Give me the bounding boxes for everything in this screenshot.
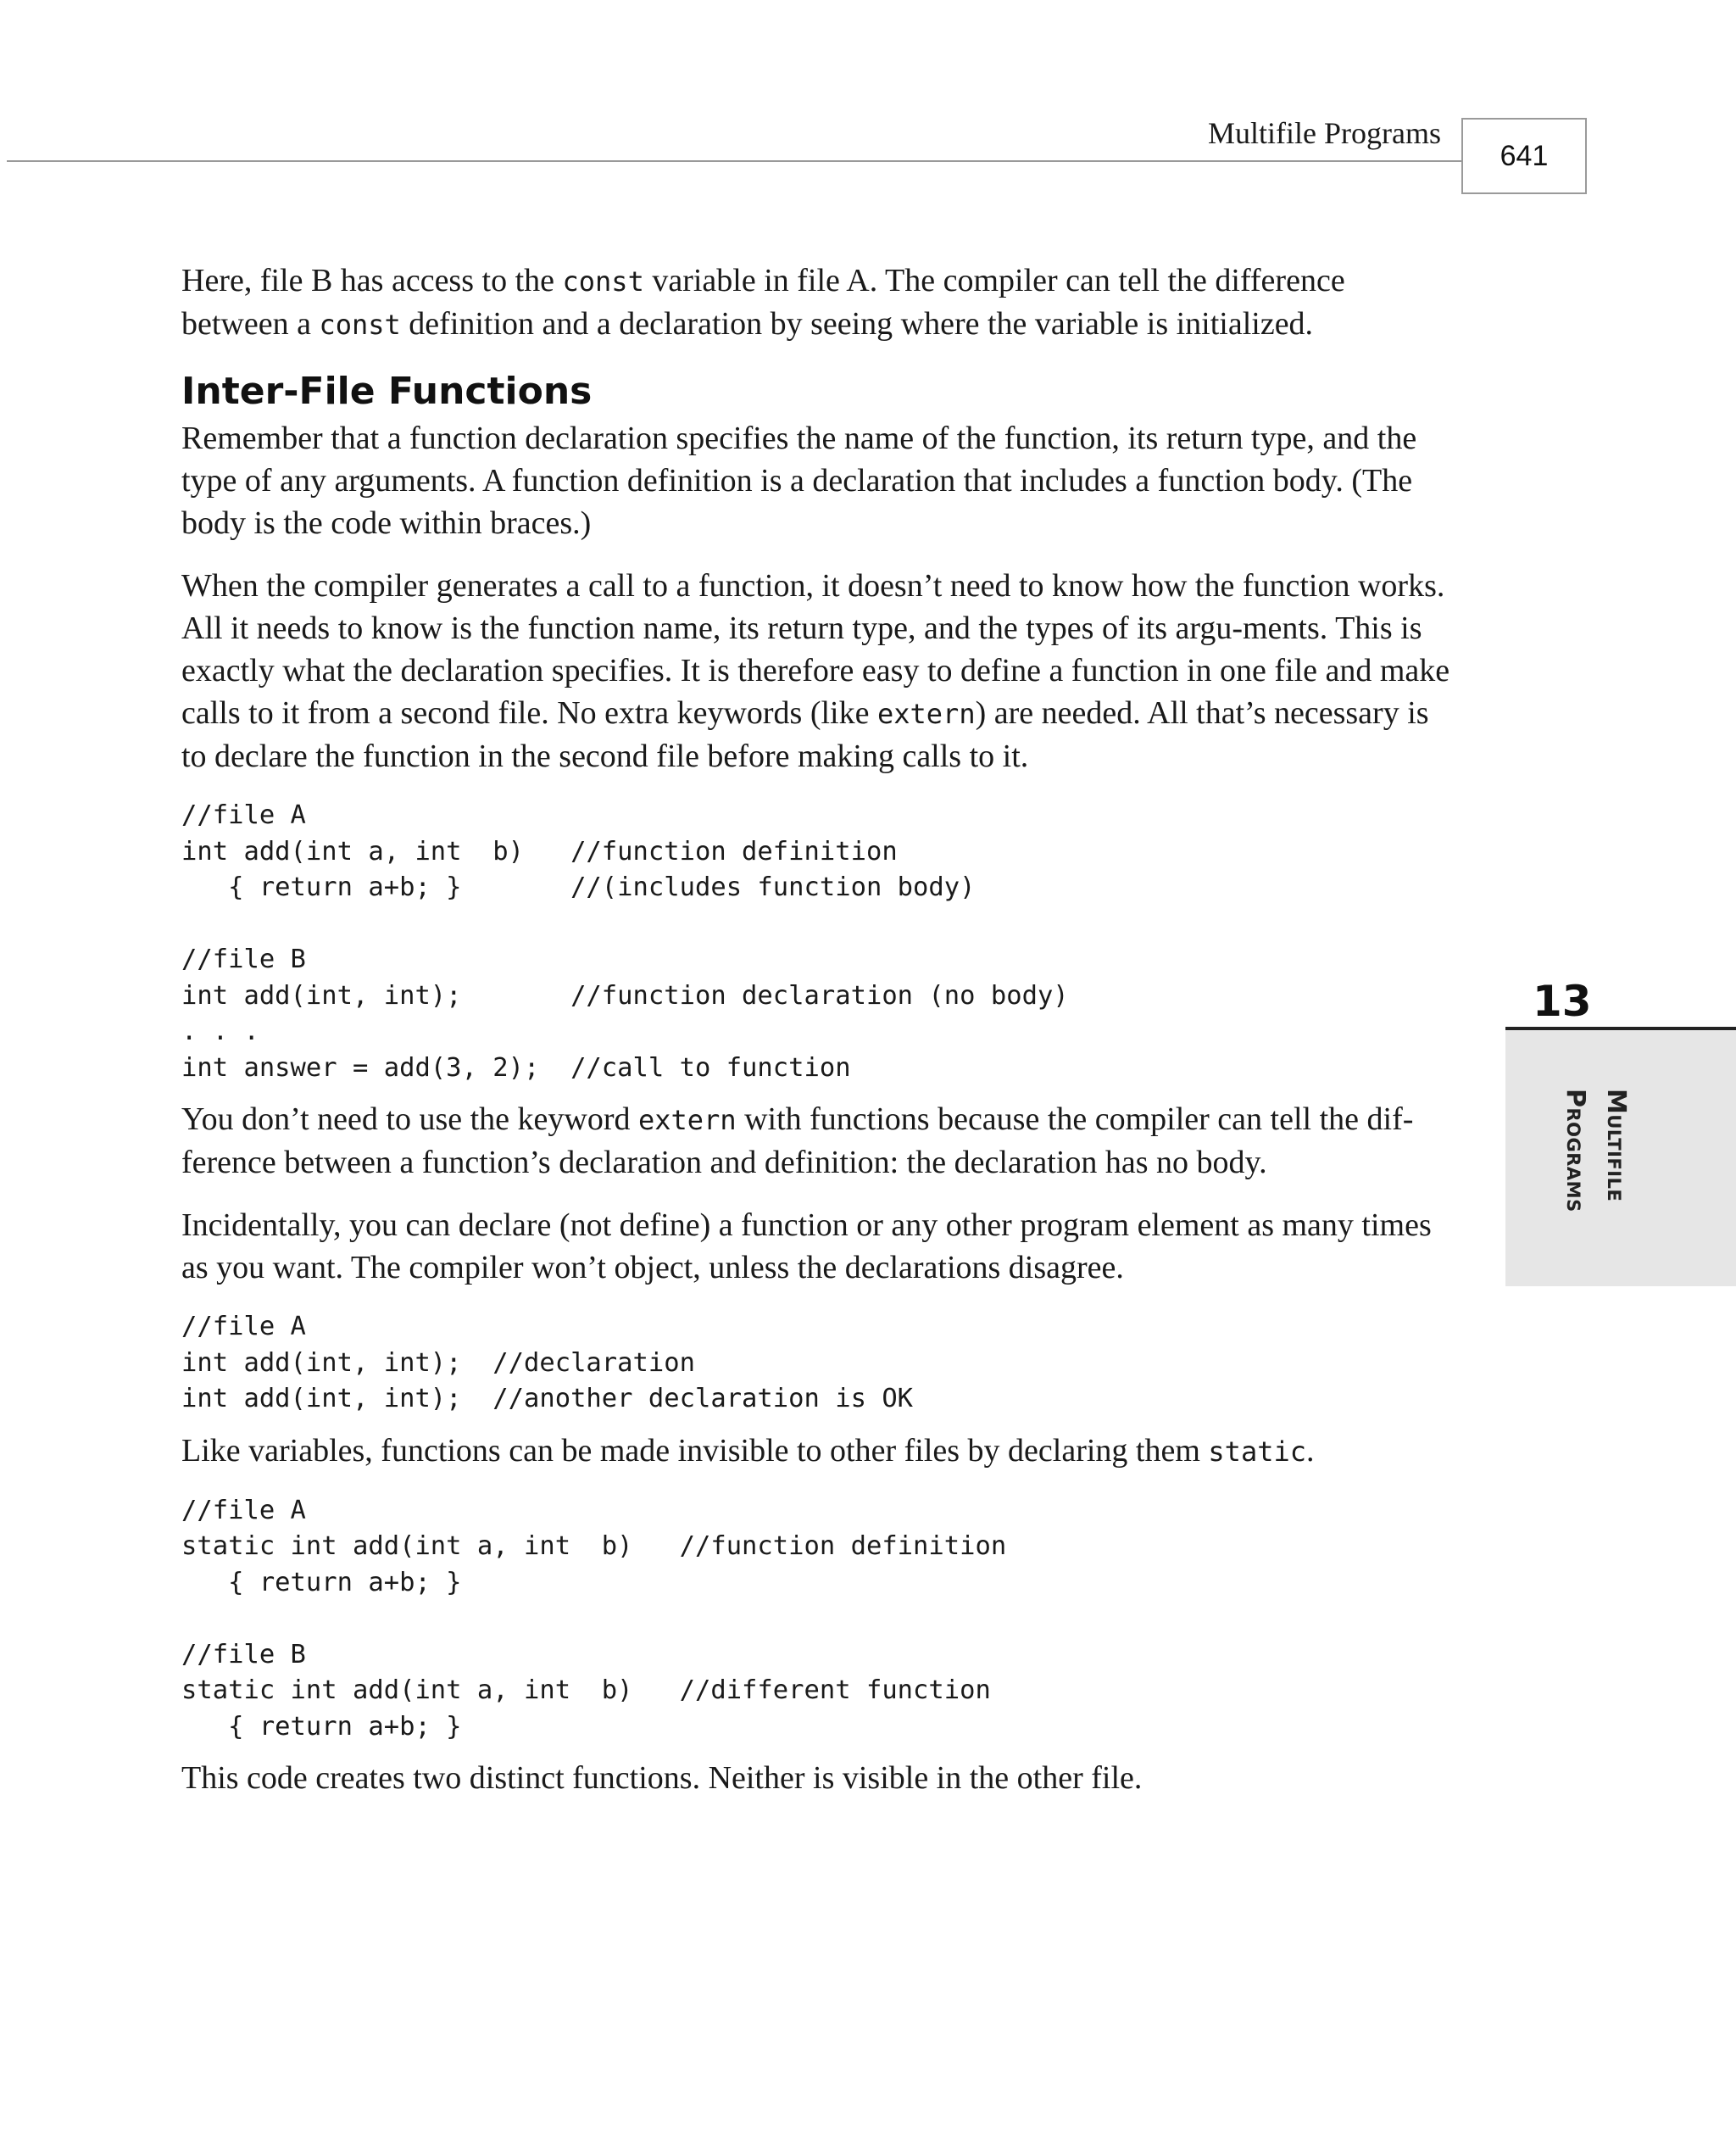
text-run: ) are needed. All that’s necessary is to declare the function in the second file before making calls to it. xyxy=(181,695,1429,774)
paragraph-7: This code creates two distinct functions. Neither is visible in the other file. xyxy=(181,1760,1143,1796)
inline-code: extern xyxy=(876,698,976,730)
code-line: //file A xyxy=(181,1495,306,1525)
text-run: variable in file A. The compiler can tell the difference between a xyxy=(181,263,1345,342)
code-block-2 xyxy=(181,1309,1453,1418)
text-run: . xyxy=(1306,1432,1315,1469)
paragraph-2: Remember that a function declaration specifies the name of the function, its return type, and the type of any arguments. A function definition is a declaration that includes a function body. (The body is the code within braces.) xyxy=(181,421,1417,541)
code-line xyxy=(181,906,1453,943)
header-rule xyxy=(7,160,1461,162)
code-block-3 xyxy=(181,1493,1453,1746)
code-line: static int add(int a, int b) //function definition xyxy=(181,1531,1007,1561)
code-line: static int add(int a, int b) //different function xyxy=(181,1675,991,1705)
code-line: . . . xyxy=(181,1017,259,1046)
section-heading: Inter-File Functions xyxy=(181,370,593,413)
running-head: Multifile Programs xyxy=(1208,116,1441,150)
page-content xyxy=(181,259,1453,1820)
chapter-label-line1: Multifile xyxy=(1601,1089,1631,1202)
text-run: Like variables, functions can be made invisible to other files by declaring them xyxy=(181,1432,1209,1469)
code-line: int add(int a, int b) //function definition xyxy=(181,836,898,867)
code-line: int add(int, int); //declaration xyxy=(181,1347,695,1378)
code-line: //file B xyxy=(181,945,306,974)
code-line: { return a+b; } xyxy=(181,1711,462,1742)
text-run: definition and a declaration by seeing where the variable is initialized. xyxy=(400,306,1314,342)
chapter-label xyxy=(1555,1089,1636,1212)
paragraph-3 xyxy=(181,565,1453,778)
text-run: Here, file B has access to the xyxy=(181,263,563,298)
code-line xyxy=(181,1601,1453,1637)
text-run: You don’t need to use the keyword xyxy=(181,1101,638,1137)
page-number: 641 xyxy=(1500,139,1549,172)
code-block-1 xyxy=(181,798,1453,1086)
paragraph-6 xyxy=(181,1430,1453,1473)
paragraph-1 xyxy=(181,259,1453,346)
code-line: { return a+b; } xyxy=(181,1567,462,1597)
paragraph-5: Incidentally, you can declare (not define) a function or any other program element as many times as you want. The compiler won’t object, unless the declarations disagree. xyxy=(181,1207,1432,1285)
inline-code: static xyxy=(1208,1435,1306,1468)
inline-code: const xyxy=(562,265,644,298)
code-line: int add(int, int); //function declaration (no body) xyxy=(181,980,1069,1011)
code-line: //file A xyxy=(181,800,306,830)
paragraph-4 xyxy=(181,1098,1453,1184)
inline-code: extern xyxy=(638,1104,737,1136)
inline-code: const xyxy=(319,309,401,341)
chapter-number: 13 xyxy=(1533,977,1592,1026)
code-line: int add(int, int); //another declaration is OK xyxy=(181,1384,914,1413)
page-number-box xyxy=(1461,118,1587,194)
chapter-label-line2: Programs xyxy=(1561,1089,1590,1212)
code-line: //file B xyxy=(181,1639,306,1669)
code-line: //file A xyxy=(181,1312,306,1341)
text-run: When the compiler generates a call to a function, it doesn’t need to know how the function works. All it needs to know is the function name, its return type, and the types of its argu-ments. This is exactly what the declaration specifies. It is therefore easy to define a function in one file and make calls to it from a second file. No extra keywords (like xyxy=(181,568,1450,731)
code-line: { return a+b; } //(includes function body) xyxy=(181,872,976,902)
text-run: with functions because the compiler can tell the dif-ference between a function’s declaration and definition: the declaration has no body. xyxy=(181,1101,1414,1180)
code-line: int answer = add(3, 2); //call to function xyxy=(181,1052,851,1083)
